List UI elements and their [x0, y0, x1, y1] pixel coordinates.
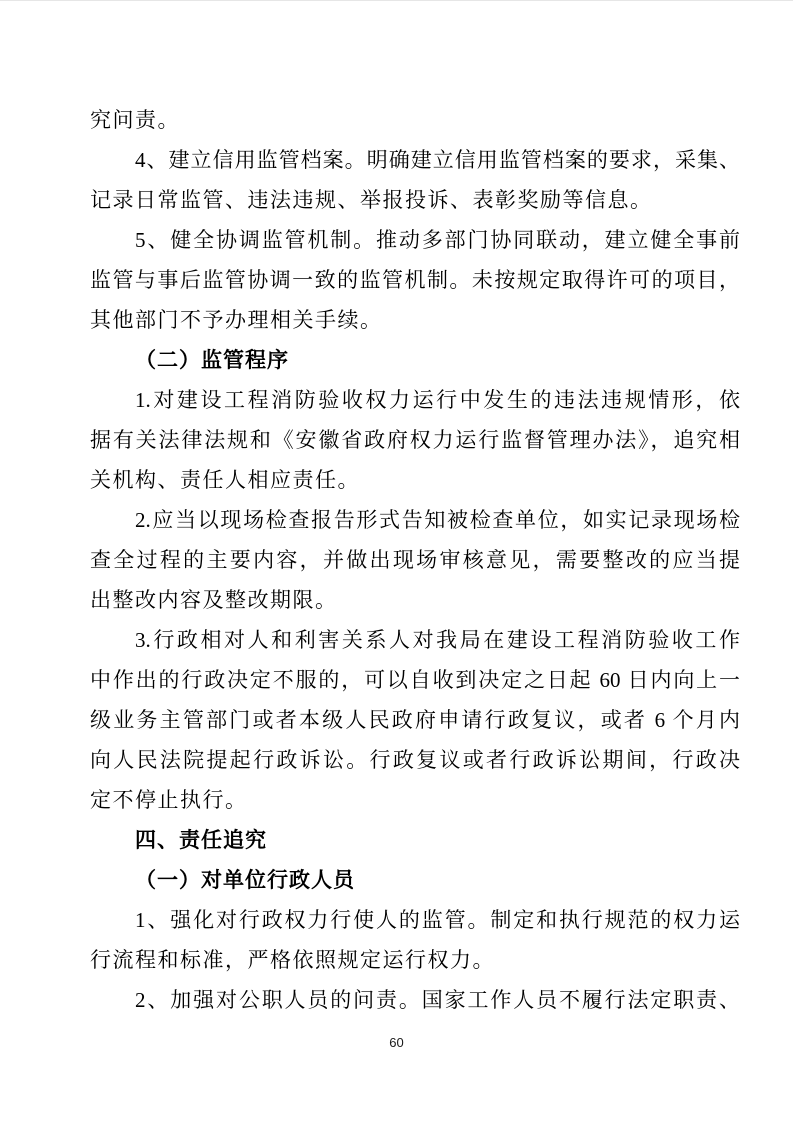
paragraph-line: 行流程和标准，严格依照规定运行权力。 — [90, 948, 495, 972]
subsection-heading-unit-admin-personnel: （一）对单位行政人员 — [135, 868, 355, 892]
paragraph-line: 4、建立信用监管档案。明确建立信用监管档案的要求，采集、 — [135, 148, 740, 172]
subsection-heading-supervision-procedure: （二）监管程序 — [135, 348, 289, 372]
paragraph-line: 向人民法院提起行政诉讼。行政复议或者行政诉讼期间，行政决 — [90, 748, 740, 772]
paragraph-line: 1.对建设工程消防验收权力运行中发生的违法违规情形，依 — [135, 388, 740, 412]
paragraph-line: 2.应当以现场检查报告形式告知被检查单位，如实记录现场检 — [135, 508, 740, 532]
paragraph-line: 关机构、责任人相应责任。 — [90, 468, 360, 492]
paragraph-line: 3.行政相对人和利害关系人对我局在建设工程消防验收工作 — [135, 628, 740, 652]
paragraph-line: 记录日常监管、违法违规、举报投诉、表彰奖励等信息。 — [90, 188, 653, 212]
paragraph-line: 中作出的行政决定不服的，可以自收到决定之日起 60 日内向上一 — [90, 668, 740, 692]
paragraph-line: 查全过程的主要内容，并做出现场审核意见，需要整改的应当提 — [90, 548, 740, 572]
paragraph-line: 定不停止执行。 — [90, 788, 248, 812]
paragraph-line: 究问责。 — [90, 108, 180, 132]
paragraph-line: 据有关法律法规和《安徽省政府权力运行监督管理办法》，追究相 — [90, 428, 740, 452]
paragraph-line: 出整改内容及整改期限。 — [90, 588, 338, 612]
paragraph-line: 监管与事后监管协调一致的监管机制。未按规定取得许可的项目， — [90, 268, 740, 292]
paragraph-line: 5、健全协调监管机制。推动多部门协同联动，建立健全事前 — [135, 228, 740, 252]
paragraph-line: 1、强化对行政权力行使人的监管。制定和执行规范的权力运 — [135, 908, 740, 932]
section-heading-accountability: 四、责任追究 — [135, 828, 267, 852]
paragraph-line: 其他部门不予办理相关手续。 — [90, 308, 383, 332]
page-number: 60 — [389, 1035, 404, 1050]
paragraph-line: 2、加强对公职人员的问责。国家工作人员不履行法定职责、 — [135, 988, 740, 1012]
document-text-block — [90, 100, 740, 1020]
paragraph-line: 级业务主管部门或者本级人民政府申请行政复议，或者 6 个月内 — [90, 708, 740, 732]
